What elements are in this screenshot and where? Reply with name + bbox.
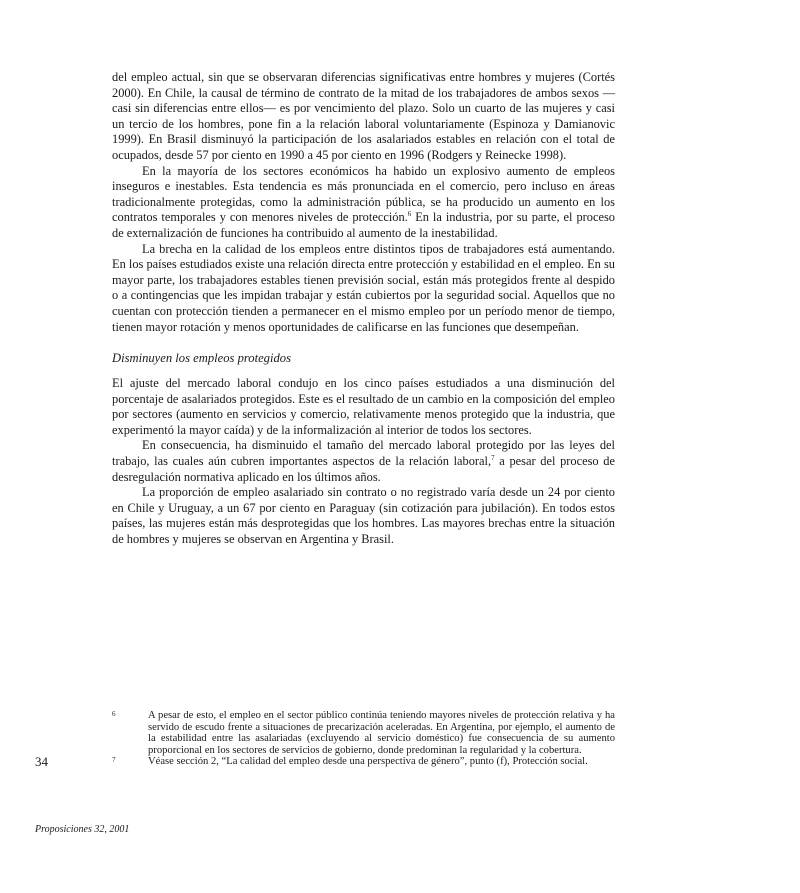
- footnote-reference[interactable]: 6: [407, 210, 412, 219]
- footnote: [112, 756, 615, 768]
- body-paragraph: El ajuste del mercado laboral condujo en los cinco países estudiados a una disminución del porcentaje de asalariados protegidos. Este es el resultado de un cambio en la composición del empleo por sectores (aumento en servicios y comercio, relativamente menos protegido que la industria, que experimentó la mayor caída) y de la informalización al interior de todos los sectores.: [112, 376, 615, 437]
- body-paragraph: del empleo actual, sin que se observaran diferencias significativas entre hombres y mujeres (Cortés 2000). En Chile, la causal de término de contrato de la mitad de los trabajadores de ambos sexos —casi sin diferencias entre ellos— es por vencimiento del plazo. Solo un cuarto de las mujeres y casi un tercio de los hombres, pone fin a la relación laboral voluntariamente (Espinoza y Damianovic 1999). En Brasil disminuyó la participación de los asalariados estables en relación con el total de ocupados, desde 57 por ciento en 1990 a 45 por ciento en 1996 (Rodgers y Reinecke 1998).: [112, 70, 615, 162]
- paragraph-text: En consecuencia, ha disminuido el tamaño del mercado laboral protegido por las leyes del trabajo, las cuales aún cubren importantes aspectos de la relación laboral,: [112, 438, 615, 469]
- footnotes: [112, 710, 615, 768]
- paragraph-text: En la industria, por su parte, el proceso de externalización de funciones ha contribuido al aumento de la inestabilidad.: [112, 210, 615, 240]
- footnote-reference[interactable]: 7: [491, 454, 495, 463]
- paragraph-text: En la mayoría de los sectores económicos ha habido un explosivo aumento de empleos inseguros e inestables. Esta tendencia es más pronunciada en el comercio, pero incluso en áreas tradicionalmente protegidas, como la administración pública, se ha producido un aumento en los contratos temporales y con menores niveles de protección.: [112, 163, 615, 225]
- section-heading: Disminuyen los empleos protegidos: [112, 351, 291, 366]
- running-footer: Proposiciones 32, 2001: [35, 824, 130, 835]
- body-paragraph: La proporción de empleo asalariado sin contrato o no registrado varía desde un 24 por ciento en Chile y Uruguay, a un 67 por ciento en Paraguay (sin cotización para jubilación). En todos estos países, las mujeres están más desprotegidas que los hombres. Las mayores brechas entre la situación de hombres y mujeres se observan en Argentina y Brasil.: [112, 485, 615, 547]
- footnote: [112, 710, 615, 756]
- paragraph-text: a pesar del proceso de desregulación normativa aplicado en los últimos años.: [112, 454, 616, 484]
- footnote-number: 7: [112, 756, 116, 765]
- footnote-number: 6: [112, 710, 116, 718]
- body-paragraph: [112, 438, 615, 485]
- footnote-text: A pesar de esto, el empleo en el sector público continúa teniendo mayores niveles de protección relativa y ha servido de escudo frente a situaciones de precarización aceleradas. En Argentina, por ejemplo, el aumento de la estabilidad entre las asalariadas (excluyendo al servicio doméstico) fue consecuencia de su aumento proporcional en los sectores de servicios de gobierno, donde predominan la regularidad y la cobertura.: [148, 710, 615, 756]
- page-number: 34: [35, 754, 48, 769]
- body-paragraph: [112, 164, 615, 242]
- page-body: [112, 70, 615, 548]
- footnote-text: Véase sección 2, “La calidad del empleo desde una perspectiva de género”, punto (f), Protección social.: [148, 756, 588, 768]
- body-paragraph: La brecha en la calidad de los empleos entre distintos tipos de trabajadores está aumentando. En los países estudiados existe una relación directa entre protección y estabilidad en el empleo. En su mayor parte, los trabajadores estables tienen previsión social, están más protegidos frente al despido o a contingencias que les impidan trabajar y están cubiertos por la seguridad social. Aquellos que no cuentan con protección tienden a permanecer en el mismo empleo por un período menor de tiempo, tienen mayor rotación y menos oportunidades de calificarse en las funciones que desempeñan.: [112, 241, 615, 334]
